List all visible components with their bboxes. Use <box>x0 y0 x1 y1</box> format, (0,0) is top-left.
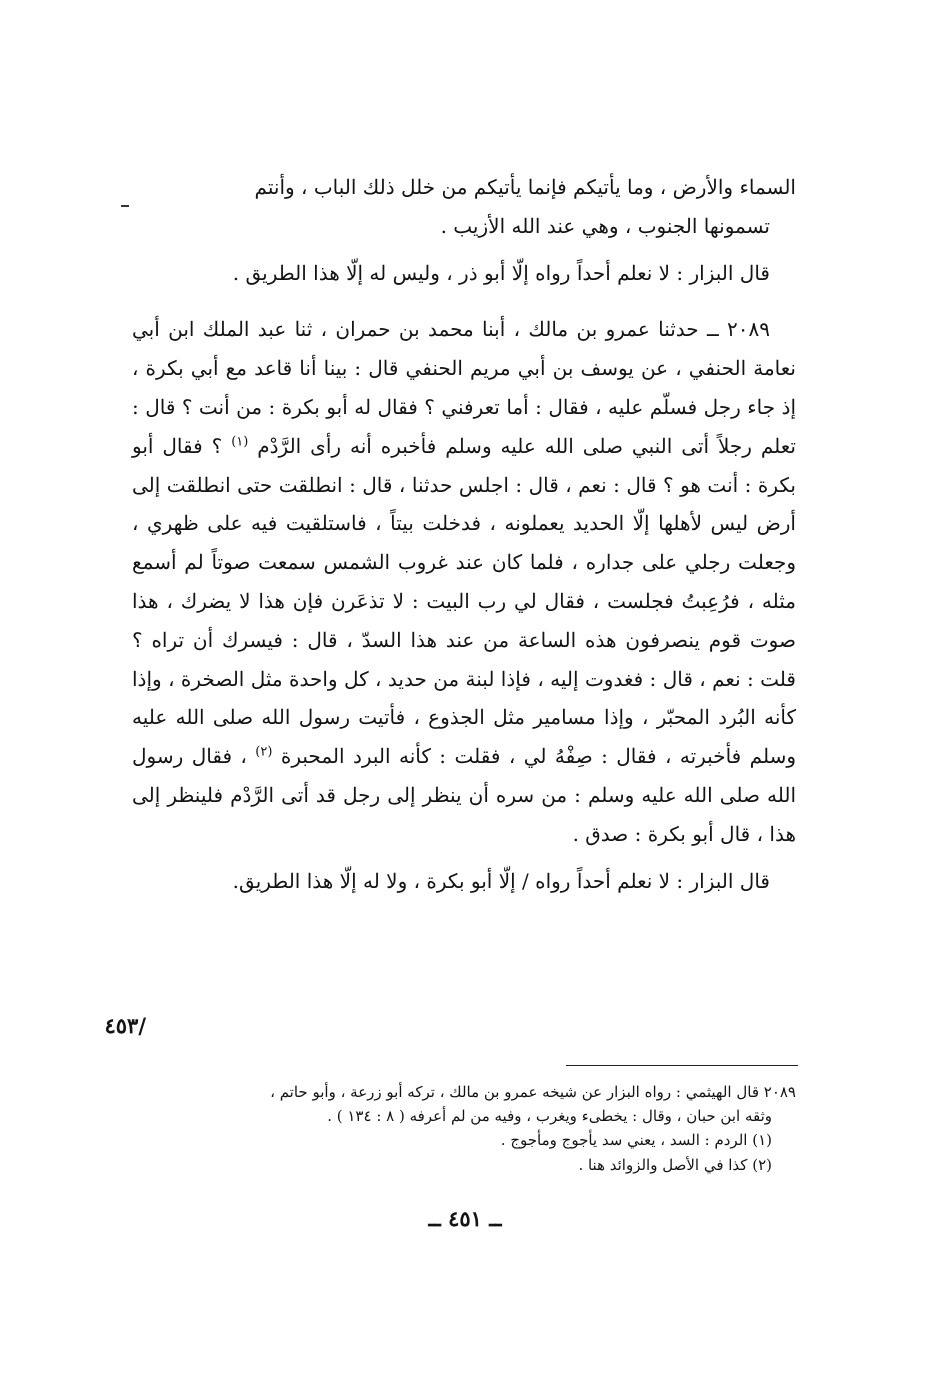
footnote-2: (٢) كذا في الأصل والزوائد هنا . <box>578 1155 772 1174</box>
margin-dot <box>121 205 129 207</box>
footnote-ref-2: (٢) <box>255 744 273 760</box>
main-text <box>132 168 796 900</box>
bazzar-note: قال البزار : لا نعلم أحداً رواه إلّا أبو ذر ، وليس له إلّا هذا الطريق . <box>232 260 770 285</box>
footnote-separator <box>566 1065 798 1066</box>
hadith-part-1: ٢٠٨٩ ــ حدثنا عمرو بن مالك ، أبنا محمد بن حمران ، ثنا عبد الملك ابن أبي نعامة الحنفي ، عن يوسف بن أبي مريم الحنفي قال : بينا أنا قاعد مع أبي بكرة ، إذ جاء رجل فسلّم عليه ، فقال : أما تعرفني ؟ فقال له أبو بكرة : من أنت ؟ قال : تعلم رجلاً أتى النبي صلى الله عليه وسلم فأخبره أنه رأى الرَّدْم <box>132 317 797 458</box>
footnotes <box>132 1080 796 1177</box>
bazzar-closing: قال البزار : لا نعلم أحداً رواه / إلّا أبو بكرة ، ولا له إلّا هذا الطريق. <box>232 868 770 893</box>
footnote-ref-1: (١) <box>231 434 249 450</box>
margin-page-reference: /٤٥٣ <box>104 1013 146 1038</box>
footnote-1: (١) الردم : السد ، يعني سد يأجوج ومأجوج . <box>500 1131 772 1150</box>
hadith-part-2: ؟ فقال أبو بكرة : أنت هو ؟ قال : نعم ، قال : اجلس حدثنا ، قال : انطلقت حتى انطلقت إلى أرض ليس لأهلها إلّا الحديد يعملونه ، فدخلت بيتاً ، فاستلقيت فيه على ظهري ، وجعلت رجلي على جداره ، فلما كان عند غروب الشمس سمعت صوتاً لم أسمع مثله ، فرُعِبتُ فجلست ، فقال لي رب البيت : لا تذعَرن فإن هذا لا يضرك ، هذا صوت قوم ينصرفون هذه الساعة من عند هذا السدّ ، قال : فيسرك أن تراه ؟ قلت : نعم ، قال : فغدوت إليه ، فإذا لبنة من حديد ، كل واحدة مثل الصخرة ، وإذا كأنه البُرد المحبّر ، وإذا مسامير مثل الجذوع ، فأتيت رسول الله صلى الله عليه وسلم فأخبرته ، فقال : صِفْهُ لي ، فقلت : كأنه البرد المحبرة <box>132 433 796 769</box>
footnote-haythami-cont: وثقه ابن حبان ، وقال : يخطىء ويغرب ، وفيه من لم أعرفه ( ٨ : ١٣٤ ) . <box>327 1107 772 1126</box>
page-number: ــ ٤٥١ ــ <box>428 1206 502 1231</box>
text-line: السماء والأرض ، وما يأتيكم فإنما يأتيكم من خلل ذلك الباب ، وأنتم <box>254 175 796 199</box>
footnote-haythami: ٢٠٨٩ قال الهيثمي : رواه البزار عن شيخه عمرو بن مالك ، تركه أبو زرعة ، وأبو حاتم ، <box>270 1083 796 1101</box>
hadith-2089 <box>132 310 796 853</box>
hadith-part-3: ، فقال رسول الله صلى الله عليه وسلم : من سره أن ينظر إلى رجل قد أتى الرَّدْم فلينظر إلى هذا ، قال أبو بكرة : صدق . <box>132 744 796 846</box>
text-line: تسمونها الجنوب ، وهي عند الله الأزيب . <box>440 213 770 238</box>
